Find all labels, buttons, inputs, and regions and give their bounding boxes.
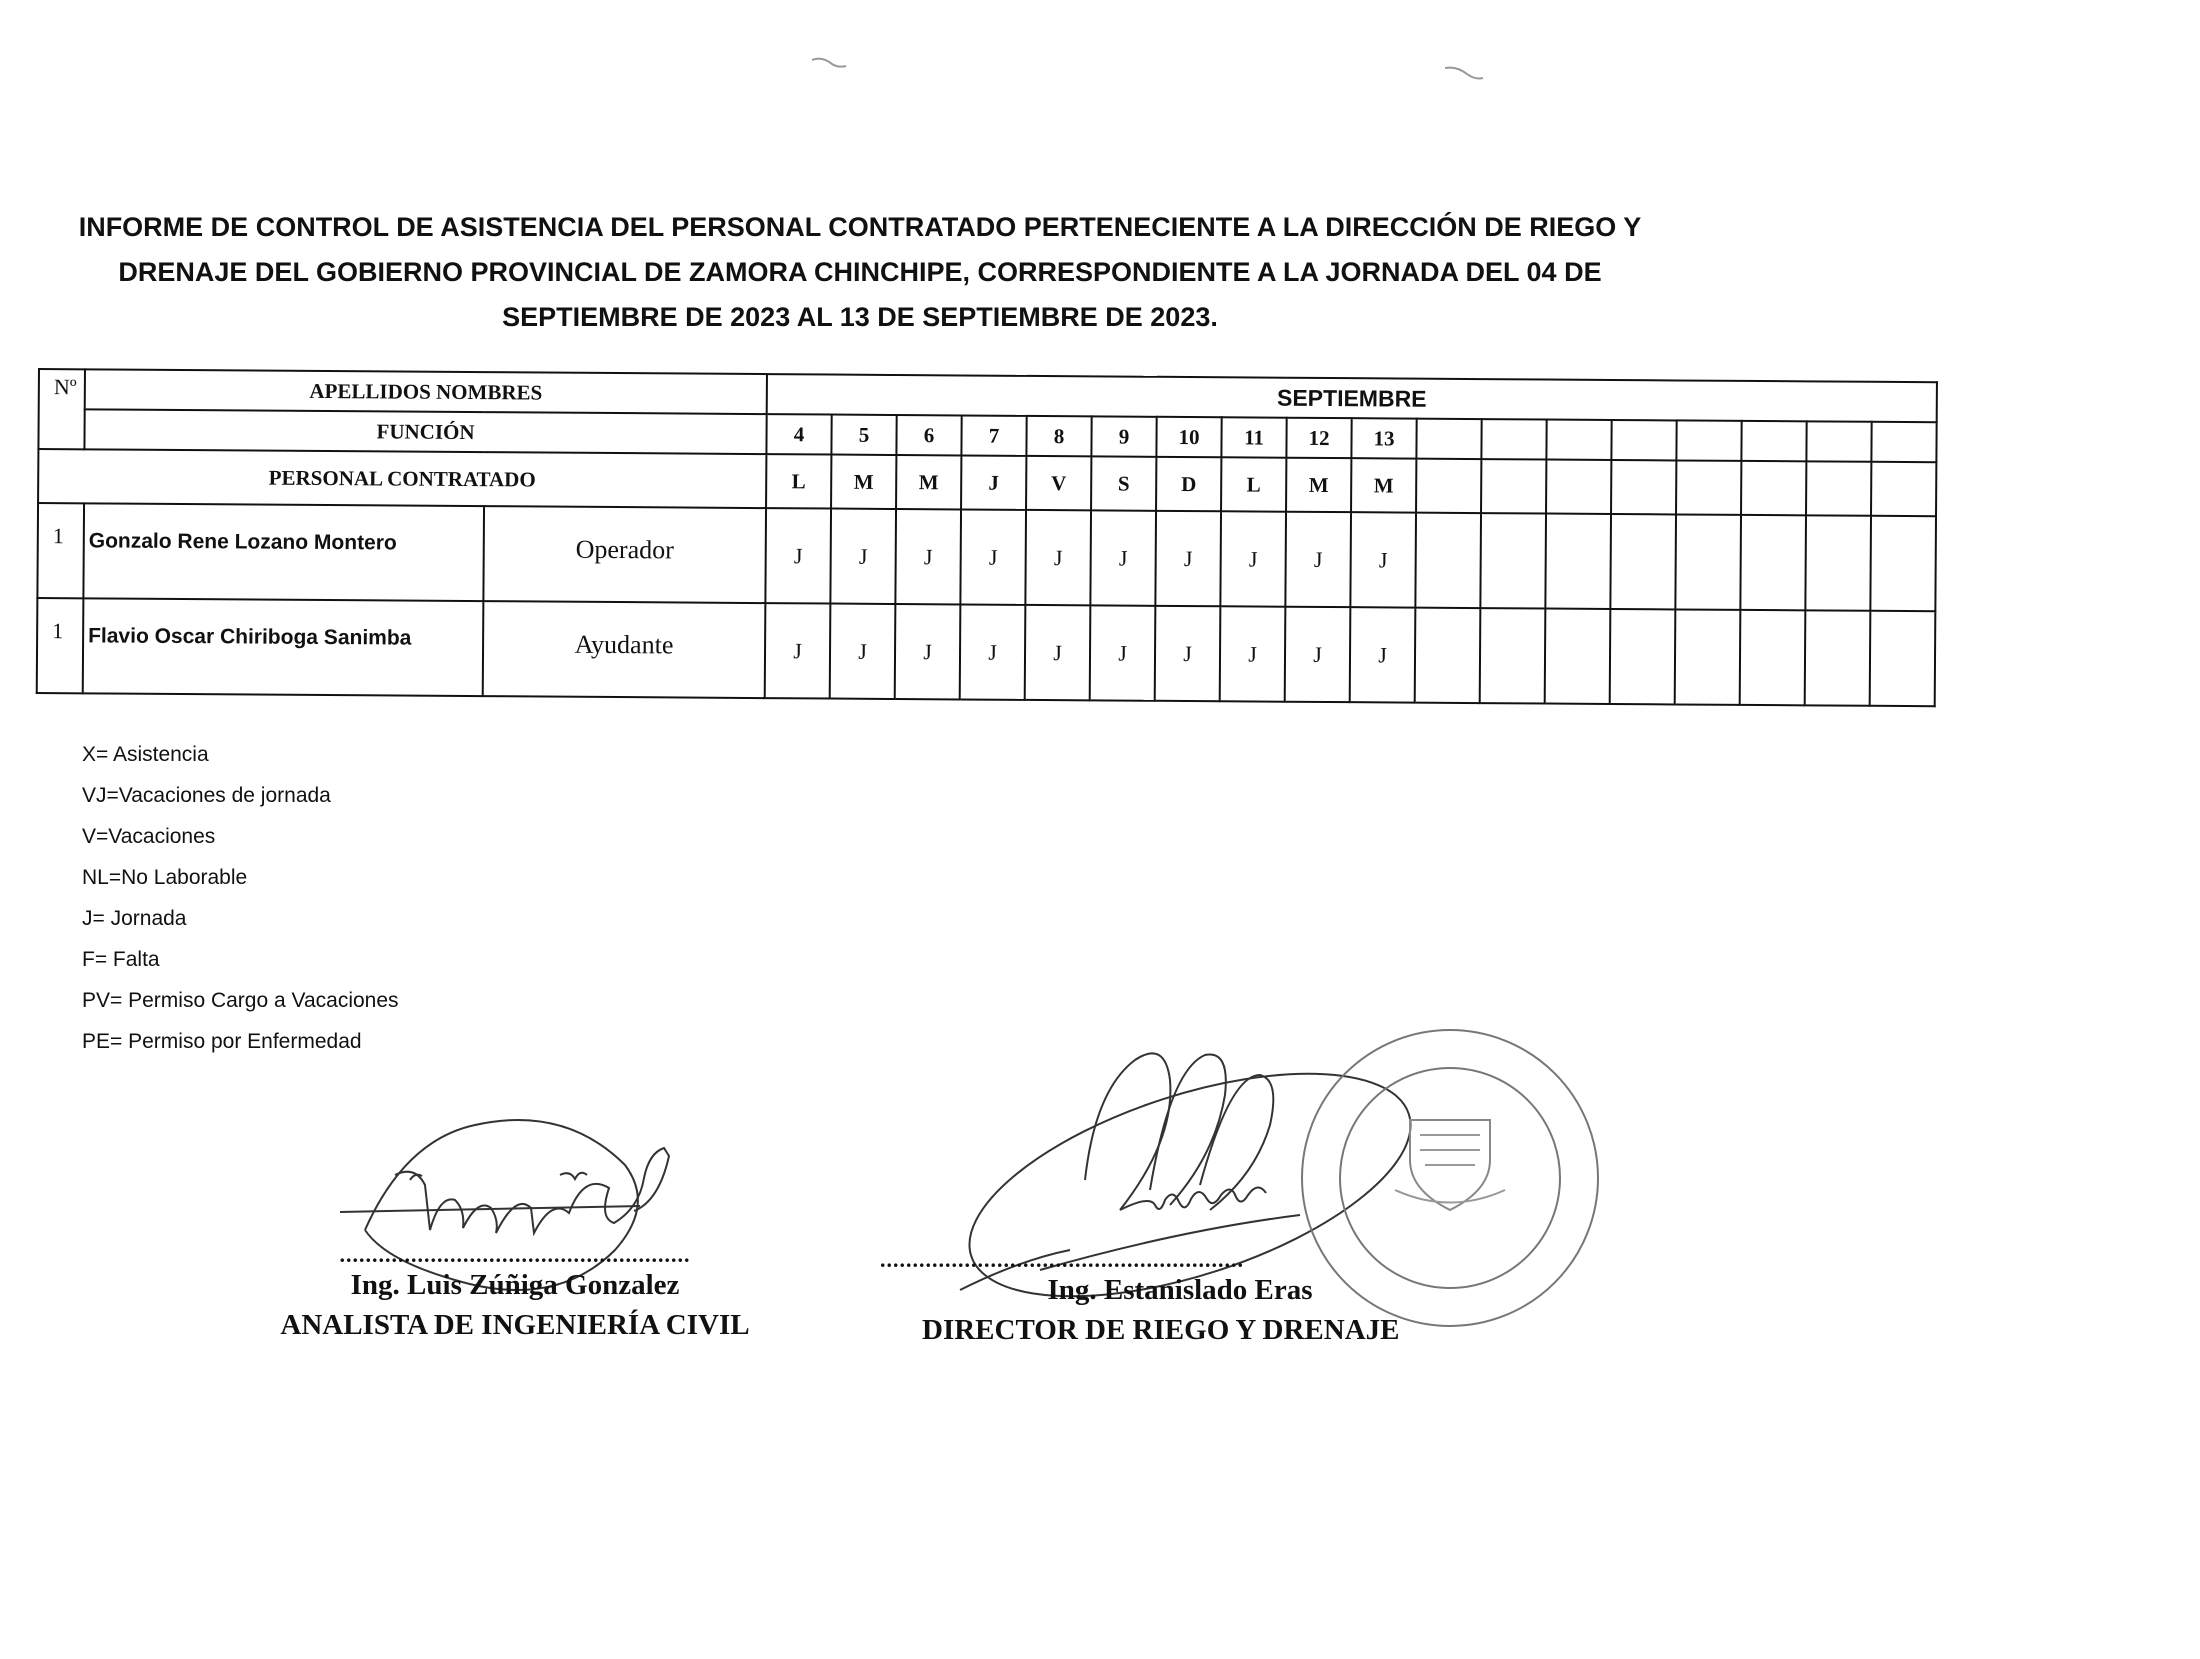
- month-header: SEPTIEMBRE: [767, 374, 1937, 422]
- attendance-mark: J: [1350, 512, 1416, 607]
- attendance-mark: J: [1090, 605, 1156, 700]
- day-cell: 8: [1026, 416, 1091, 456]
- attendance-mark: J: [765, 508, 831, 603]
- legend-item: PE= Permiso por Enfermedad: [82, 1030, 362, 1053]
- weekday-cell: J: [961, 455, 1026, 509]
- attendance-mark: J: [1285, 512, 1351, 607]
- attendance-mark: J: [1090, 510, 1156, 605]
- day-cell: 5: [831, 415, 896, 455]
- attendance-mark: J: [830, 604, 896, 699]
- attendance-mark: J: [1025, 510, 1091, 605]
- attendance-mark: J: [1155, 511, 1221, 606]
- attendance-mark: J: [830, 509, 896, 604]
- signer-role: DIRECTOR DE RIEGO Y DRENAJE: [922, 1314, 1400, 1346]
- attendance-mark: J: [1285, 607, 1351, 702]
- weekday-cell: M: [831, 455, 896, 509]
- signer-name: Ing. Luis Zúñiga Gonzalez: [350, 1269, 680, 1301]
- day-cell: 7: [961, 415, 1026, 455]
- weekday-cell: M: [896, 455, 961, 509]
- attendance-mark: J: [765, 603, 831, 698]
- legend-item: V=Vacaciones: [82, 825, 216, 848]
- employee-function: Ayudante: [483, 601, 766, 698]
- attendance-mark: J: [895, 509, 961, 604]
- scan-mark: [1445, 68, 1483, 79]
- attendance-mark: J: [1220, 606, 1286, 701]
- legend-item: VJ=Vacaciones de jornada: [82, 784, 331, 807]
- day-cell: 4: [766, 414, 831, 454]
- signer-name: Ing. Estanislado Eras: [1047, 1274, 1313, 1306]
- signature-line: ......................................................: [339, 1242, 691, 1267]
- employee-name: Flavio Oscar Chiriboga Sanimba: [83, 598, 484, 696]
- day-cell: 12: [1286, 418, 1351, 458]
- legend-item: F= Falta: [82, 948, 160, 971]
- weekday-cell: M: [1286, 458, 1351, 512]
- signer-role: ANALISTA DE INGENIERÍA CIVIL: [280, 1309, 750, 1341]
- title-line-3: SEPTIEMBRE DE 2023 AL 13 DE SEPTIEMBRE DE 2023.: [502, 302, 1218, 332]
- attendance-mark: J: [1155, 606, 1221, 701]
- signature-block-right: [880, 1247, 1480, 1350]
- title-line-2: DRENAJE DEL GOBIERNO PROVINCIAL DE ZAMORA CHINCHIPE, CORRESPONDIENTE A LA JORNADA DEL 04 DE: [118, 257, 1602, 287]
- attendance-mark: J: [895, 604, 961, 699]
- attendance-mark: J: [1220, 511, 1286, 606]
- day-cell: 13: [1351, 418, 1416, 458]
- day-cell: 9: [1091, 416, 1156, 456]
- weekday-cell: S: [1091, 456, 1156, 510]
- employee-name: Gonzalo Rene Lozano Montero: [83, 503, 484, 601]
- attendance-mark: J: [960, 604, 1026, 699]
- no-header: Nº: [38, 369, 85, 449]
- attendance-mark: J: [1025, 605, 1091, 700]
- employee-function: Operador: [483, 506, 766, 603]
- title-line-1: INFORME DE CONTROL DE ASISTENCIA DEL PERSONAL CONTRATADO PERTENECIENTE A LA DIRECCIÓN DE RIEGO Y: [78, 212, 1642, 242]
- day-cell: 6: [896, 415, 961, 455]
- scan-mark: [812, 59, 846, 67]
- row-number: 1: [37, 598, 84, 693]
- staff-header: PERSONAL CONTRATADO: [38, 449, 766, 508]
- signature-line: ........................................................: [880, 1247, 1244, 1272]
- weekday-cell: D: [1156, 457, 1221, 511]
- weekday-cell: L: [766, 454, 831, 508]
- names-header: APELLIDOS NOMBRES: [85, 369, 767, 414]
- legend-item: X= Asistencia: [82, 743, 209, 766]
- day-cell: 11: [1221, 417, 1286, 457]
- row-number: 1: [37, 503, 84, 598]
- legend-item: PV= Permiso Cargo a Vacaciones: [82, 989, 399, 1012]
- legend-item: NL=No Laborable: [82, 866, 248, 889]
- weekday-cell: V: [1026, 456, 1091, 510]
- weekday-cell: L: [1221, 457, 1286, 511]
- attendance-mark: J: [960, 509, 1026, 604]
- signature-block-left: [235, 1242, 795, 1345]
- legend-item: J= Jornada: [82, 907, 187, 930]
- weekday-cell: M: [1351, 458, 1416, 512]
- function-header: FUNCIÓN: [84, 409, 766, 454]
- day-cell: 10: [1156, 417, 1221, 457]
- attendance-mark: J: [1350, 607, 1416, 702]
